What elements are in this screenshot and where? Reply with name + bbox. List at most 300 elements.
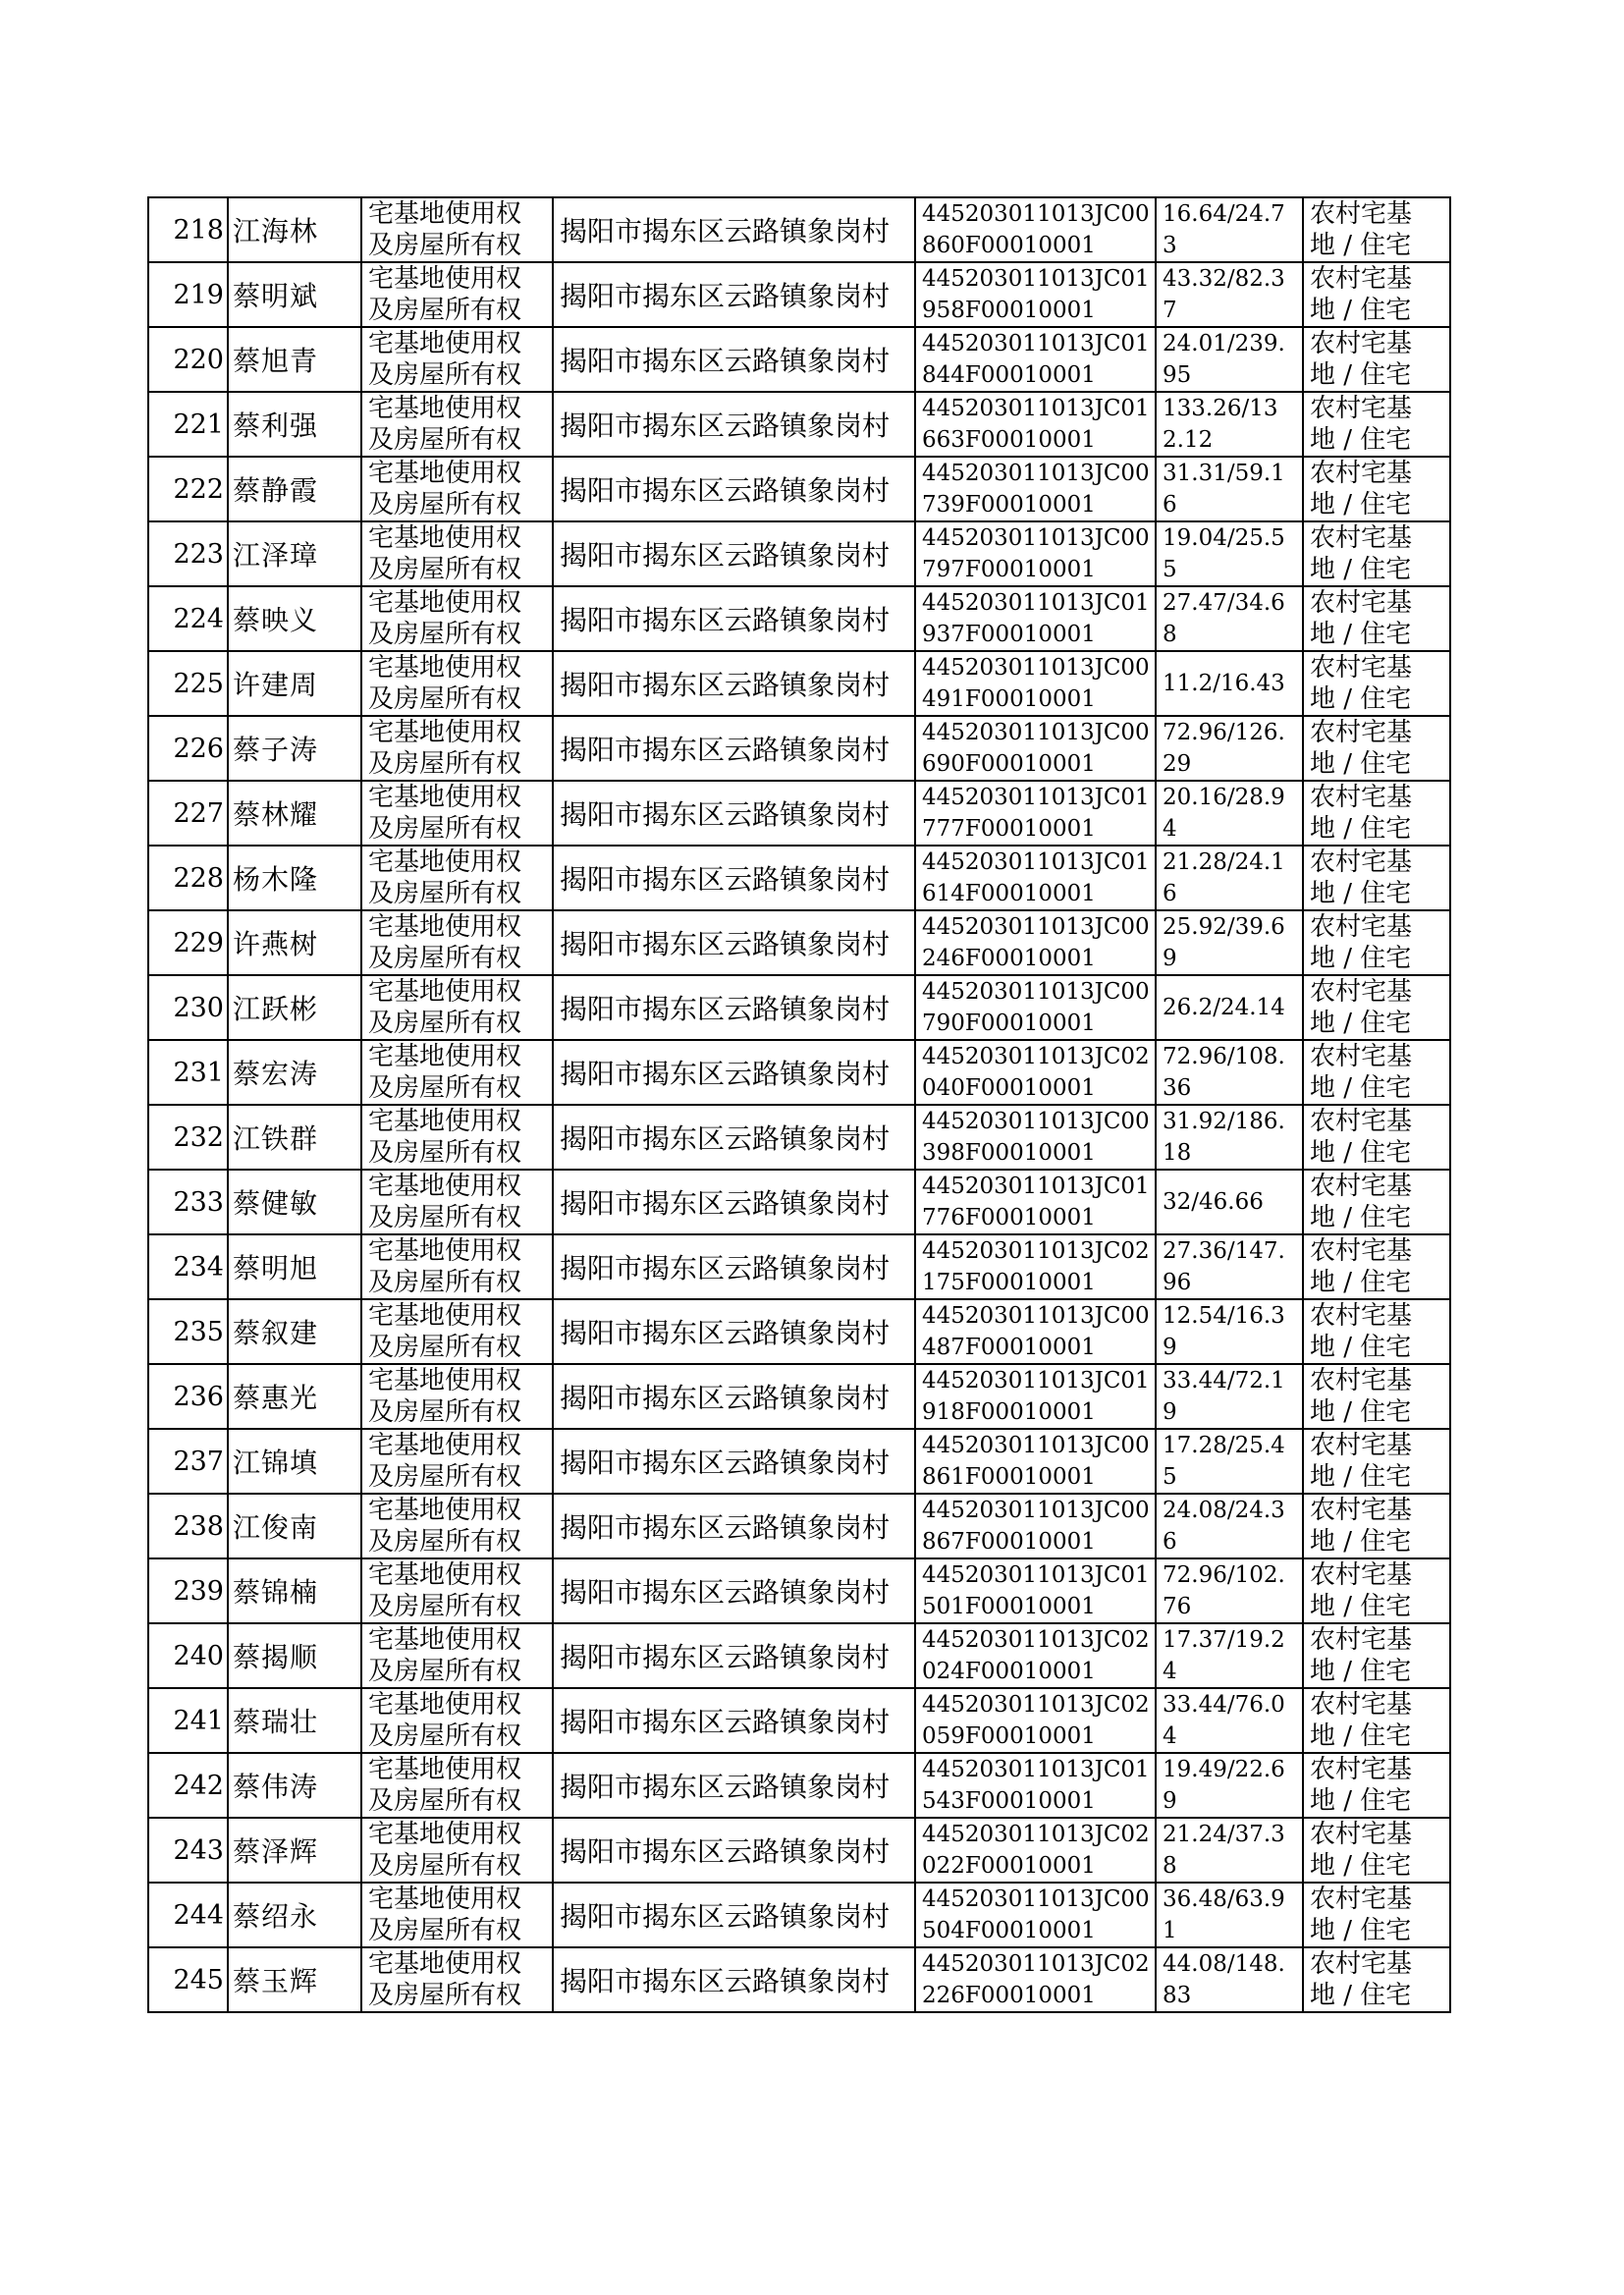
area-cell [1156, 262, 1303, 327]
unit-code-cell [915, 1040, 1156, 1105]
use-line-2: 地 / 住宅 [1310, 1527, 1412, 1557]
right-type-line-1: 宅基地使用权 [368, 1042, 522, 1071]
owner-name-cell: 蔡伟涛 [228, 1753, 361, 1818]
unit-code-cell [915, 1818, 1156, 1883]
row-number-cell: 239 [148, 1558, 228, 1623]
use-line-1: 农村宅基 [1310, 588, 1413, 618]
row-number-cell: 229 [148, 910, 228, 975]
owner-name-cell: 蔡林耀 [228, 781, 361, 846]
table-row [148, 716, 1450, 781]
use-line-1: 农村宅基 [1310, 1755, 1413, 1784]
use-cell [1303, 1818, 1450, 1883]
unit-code-line-1: 445203011013JC01 [922, 266, 1150, 292]
unit-code-line-2: 398F00010001 [922, 1140, 1096, 1166]
right-type-line-1: 宅基地使用权 [368, 718, 522, 747]
area-value: 24.08/24.36 [1163, 1498, 1285, 1555]
right-type-line-1: 宅基地使用权 [368, 783, 522, 812]
use-cell [1303, 392, 1450, 457]
owner-name-cell: 江泽璋 [228, 521, 361, 586]
unit-code-cell [915, 1753, 1156, 1818]
area-value: 19.04/25.55 [1163, 525, 1285, 582]
unit-code-line-1: 445203011013JC02 [922, 1951, 1150, 1977]
area-cell [1156, 651, 1303, 716]
location-cell: 揭阳市揭东区云路镇象岗村 [553, 1040, 915, 1105]
row-number-cell: 227 [148, 781, 228, 846]
use-cell [1303, 1040, 1450, 1105]
table-row [148, 197, 1450, 262]
location-cell: 揭阳市揭东区云路镇象岗村 [553, 781, 915, 846]
right-type-line-1: 宅基地使用权 [368, 523, 522, 553]
row-number-cell: 221 [148, 392, 228, 457]
use-line-2: 地 / 住宅 [1310, 1138, 1412, 1168]
owner-name-cell: 江铁群 [228, 1105, 361, 1170]
area-cell [1156, 1364, 1303, 1429]
area-value: 27.36/147.96 [1163, 1238, 1285, 1295]
area-cell [1156, 910, 1303, 975]
right-type-line-1: 宅基地使用权 [368, 1366, 522, 1395]
location-cell: 揭阳市揭东区云路镇象岗村 [553, 651, 915, 716]
unit-code-line-2: 776F00010001 [922, 1205, 1096, 1230]
right-type-line-1: 宅基地使用权 [368, 1755, 522, 1784]
unit-code-line-1: 445203011013JC02 [922, 1692, 1150, 1718]
table-row [148, 392, 1450, 457]
use-line-1: 农村宅基 [1310, 264, 1413, 294]
use-line-2: 地 / 住宅 [1310, 1916, 1412, 1945]
right-type-cell [361, 262, 553, 327]
use-cell [1303, 1429, 1450, 1494]
use-cell [1303, 846, 1450, 910]
area-value: 33.44/72.19 [1163, 1368, 1285, 1425]
unit-code-line-1: 445203011013JC00 [922, 1886, 1150, 1912]
unit-code-line-2: 614F00010001 [922, 881, 1096, 906]
owner-name-cell: 蔡旭青 [228, 327, 361, 392]
unit-code-cell [915, 392, 1156, 457]
use-line-2: 地 / 住宅 [1310, 360, 1412, 390]
area-value: 24.01/239.95 [1163, 331, 1285, 388]
right-type-cell [361, 1105, 553, 1170]
right-type-cell [361, 910, 553, 975]
owner-name-cell: 江锦填 [228, 1429, 361, 1494]
use-cell [1303, 1883, 1450, 1947]
location-cell: 揭阳市揭东区云路镇象岗村 [553, 1299, 915, 1364]
row-number-cell: 241 [148, 1688, 228, 1753]
use-line-1: 农村宅基 [1310, 1560, 1413, 1590]
right-type-line-1: 宅基地使用权 [368, 394, 522, 423]
table-row [148, 1105, 1450, 1170]
right-type-line-1: 宅基地使用权 [368, 1690, 522, 1720]
use-line-2: 地 / 住宅 [1310, 1657, 1412, 1686]
location-cell: 揭阳市揭东区云路镇象岗村 [553, 1364, 915, 1429]
unit-code-line-2: 937F00010001 [922, 622, 1096, 647]
unit-code-cell [915, 1883, 1156, 1947]
unit-code-cell [915, 1558, 1156, 1623]
use-line-1: 农村宅基 [1310, 1236, 1413, 1266]
right-type-line-2: 及房屋所有权 [368, 944, 522, 973]
unit-code-line-2: 487F00010001 [922, 1335, 1096, 1360]
row-number-cell: 233 [148, 1170, 228, 1234]
registry-table-body [148, 197, 1450, 2012]
location-cell: 揭阳市揭东区云路镇象岗村 [553, 846, 915, 910]
area-value: 25.92/39.69 [1163, 914, 1285, 971]
area-value: 72.96/102.76 [1163, 1562, 1285, 1619]
owner-name-cell: 蔡玉辉 [228, 1947, 361, 2012]
location-cell: 揭阳市揭东区云路镇象岗村 [553, 1883, 915, 1947]
area-value: 44.08/148.83 [1163, 1951, 1285, 2008]
use-line-2: 地 / 住宅 [1310, 1268, 1412, 1297]
area-cell [1156, 1299, 1303, 1364]
right-type-line-1: 宅基地使用权 [368, 653, 522, 683]
table-row [148, 1947, 1450, 2012]
unit-code-line-2: 022F00010001 [922, 1853, 1096, 1879]
use-cell [1303, 1623, 1450, 1688]
location-cell: 揭阳市揭东区云路镇象岗村 [553, 262, 915, 327]
table-row [148, 1753, 1450, 1818]
unit-code-line-1: 445203011013JC02 [922, 1044, 1150, 1069]
use-line-2: 地 / 住宅 [1310, 1462, 1412, 1492]
right-type-line-2: 及房屋所有权 [368, 360, 522, 390]
location-cell: 揭阳市揭东区云路镇象岗村 [553, 910, 915, 975]
owner-name-cell: 蔡明斌 [228, 262, 361, 327]
right-type-line-1: 宅基地使用权 [368, 847, 522, 877]
owner-name-cell: 蔡健敏 [228, 1170, 361, 1234]
table-row [148, 1688, 1450, 1753]
use-line-1: 农村宅基 [1310, 1625, 1413, 1655]
use-line-1: 农村宅基 [1310, 1107, 1413, 1136]
use-cell [1303, 1170, 1450, 1234]
unit-code-cell [915, 781, 1156, 846]
use-cell [1303, 457, 1450, 521]
area-cell [1156, 1170, 1303, 1234]
right-type-line-1: 宅基地使用权 [368, 329, 522, 358]
use-line-1: 农村宅基 [1310, 1042, 1413, 1071]
use-cell [1303, 586, 1450, 651]
use-cell [1303, 521, 1450, 586]
unit-code-line-2: 226F00010001 [922, 1983, 1096, 2008]
use-line-1: 农村宅基 [1310, 199, 1413, 229]
use-line-2: 地 / 住宅 [1310, 1786, 1412, 1816]
right-type-line-1: 宅基地使用权 [368, 1625, 522, 1655]
unit-code-cell [915, 1170, 1156, 1234]
use-line-2: 地 / 住宅 [1310, 296, 1412, 325]
unit-code-line-2: 504F00010001 [922, 1918, 1096, 1943]
area-cell [1156, 716, 1303, 781]
unit-code-line-1: 445203011013JC00 [922, 720, 1150, 745]
area-value: 21.28/24.16 [1163, 849, 1285, 906]
use-line-1: 农村宅基 [1310, 1431, 1413, 1460]
use-line-2: 地 / 住宅 [1310, 879, 1412, 908]
area-value: 17.37/19.24 [1163, 1627, 1285, 1684]
unit-code-line-1: 445203011013JC01 [922, 1562, 1150, 1588]
table-row [148, 1883, 1450, 1947]
area-value: 16.64/24.73 [1163, 201, 1285, 258]
row-number-cell: 236 [148, 1364, 228, 1429]
owner-name-cell: 蔡惠光 [228, 1364, 361, 1429]
row-number-cell: 232 [148, 1105, 228, 1170]
unit-code-line-1: 445203011013JC01 [922, 1757, 1150, 1782]
unit-code-cell [915, 1494, 1156, 1558]
right-type-line-2: 及房屋所有权 [368, 1527, 522, 1557]
area-value: 31.92/186.18 [1163, 1109, 1285, 1166]
table-row [148, 1040, 1450, 1105]
table-row [148, 910, 1450, 975]
right-type-cell [361, 586, 553, 651]
unit-code-line-2: 246F00010001 [922, 946, 1096, 971]
right-type-line-2: 及房屋所有权 [368, 1397, 522, 1427]
use-line-1: 农村宅基 [1310, 523, 1413, 553]
unit-code-cell [915, 586, 1156, 651]
area-value: 12.54/16.39 [1163, 1303, 1285, 1360]
right-type-line-2: 及房屋所有权 [368, 1073, 522, 1103]
unit-code-line-1: 445203011013JC00 [922, 525, 1150, 551]
location-cell: 揭阳市揭东区云路镇象岗村 [553, 1947, 915, 2012]
right-type-cell [361, 975, 553, 1040]
location-cell: 揭阳市揭东区云路镇象岗村 [553, 521, 915, 586]
table-row [148, 1494, 1450, 1558]
right-type-cell [361, 1170, 553, 1234]
unit-code-line-1: 445203011013JC02 [922, 1627, 1150, 1653]
location-cell: 揭阳市揭东区云路镇象岗村 [553, 1429, 915, 1494]
unit-code-line-1: 445203011013JC00 [922, 655, 1150, 681]
row-number-cell: 224 [148, 586, 228, 651]
area-cell [1156, 1688, 1303, 1753]
owner-name-cell: 蔡泽辉 [228, 1818, 361, 1883]
use-line-1: 农村宅基 [1310, 1949, 1413, 1979]
owner-name-cell: 蔡利强 [228, 392, 361, 457]
owner-name-cell: 江海林 [228, 197, 361, 262]
use-line-2: 地 / 住宅 [1310, 555, 1412, 584]
right-type-cell [361, 1494, 553, 1558]
use-line-1: 农村宅基 [1310, 977, 1413, 1007]
area-value: 17.28/25.45 [1163, 1433, 1285, 1490]
use-line-2: 地 / 住宅 [1310, 1073, 1412, 1103]
table-row [148, 651, 1450, 716]
right-type-line-1: 宅基地使用权 [368, 1885, 522, 1914]
right-type-line-1: 宅基地使用权 [368, 264, 522, 294]
unit-code-cell [915, 197, 1156, 262]
right-type-line-2: 及房屋所有权 [368, 1268, 522, 1297]
use-line-2: 地 / 住宅 [1310, 1721, 1412, 1751]
unit-code-line-1: 445203011013JC00 [922, 461, 1150, 486]
unit-code-line-2: 690F00010001 [922, 751, 1096, 777]
row-number-cell: 244 [148, 1883, 228, 1947]
row-number-cell: 238 [148, 1494, 228, 1558]
use-line-2: 地 / 住宅 [1310, 425, 1412, 455]
owner-name-cell: 许建周 [228, 651, 361, 716]
location-cell: 揭阳市揭东区云路镇象岗村 [553, 716, 915, 781]
unit-code-cell [915, 262, 1156, 327]
area-value: 11.2/16.43 [1163, 671, 1285, 696]
right-type-line-2: 及房屋所有权 [368, 620, 522, 649]
table-row [148, 262, 1450, 327]
unit-code-cell [915, 975, 1156, 1040]
area-value: 72.96/108.36 [1163, 1044, 1285, 1101]
right-type-line-2: 及房屋所有权 [368, 231, 522, 260]
area-cell [1156, 1234, 1303, 1299]
unit-code-line-1: 445203011013JC00 [922, 1433, 1150, 1458]
area-cell [1156, 1818, 1303, 1883]
unit-code-cell [915, 716, 1156, 781]
use-cell [1303, 327, 1450, 392]
location-cell: 揭阳市揭东区云路镇象岗村 [553, 1753, 915, 1818]
area-value: 72.96/126.29 [1163, 720, 1285, 777]
unit-code-line-2: 040F00010001 [922, 1075, 1096, 1101]
area-cell [1156, 781, 1303, 846]
right-type-cell [361, 716, 553, 781]
right-type-line-1: 宅基地使用权 [368, 1949, 522, 1979]
table-row [148, 1558, 1450, 1623]
location-cell: 揭阳市揭东区云路镇象岗村 [553, 975, 915, 1040]
owner-name-cell: 蔡明旭 [228, 1234, 361, 1299]
location-cell: 揭阳市揭东区云路镇象岗村 [553, 1494, 915, 1558]
use-cell [1303, 781, 1450, 846]
right-type-cell [361, 1299, 553, 1364]
use-line-2: 地 / 住宅 [1310, 620, 1412, 649]
right-type-cell [361, 846, 553, 910]
right-type-cell [361, 521, 553, 586]
right-type-line-1: 宅基地使用权 [368, 912, 522, 942]
right-type-line-1: 宅基地使用权 [368, 977, 522, 1007]
location-cell: 揭阳市揭东区云路镇象岗村 [553, 586, 915, 651]
area-value: 32/46.66 [1163, 1189, 1264, 1215]
unit-code-line-1: 445203011013JC01 [922, 1368, 1150, 1393]
use-line-2: 地 / 住宅 [1310, 1397, 1412, 1427]
location-cell: 揭阳市揭东区云路镇象岗村 [553, 1234, 915, 1299]
unit-code-line-1: 445203011013JC01 [922, 849, 1150, 875]
right-type-line-1: 宅基地使用权 [368, 1820, 522, 1849]
area-cell [1156, 1105, 1303, 1170]
unit-code-line-1: 445203011013JC00 [922, 1498, 1150, 1523]
location-cell: 揭阳市揭东区云路镇象岗村 [553, 197, 915, 262]
area-cell [1156, 1883, 1303, 1947]
right-type-line-2: 及房屋所有权 [368, 555, 522, 584]
right-type-line-1: 宅基地使用权 [368, 199, 522, 229]
right-type-cell [361, 392, 553, 457]
unit-code-line-2: 844F00010001 [922, 362, 1096, 388]
use-line-2: 地 / 住宅 [1310, 1203, 1412, 1232]
right-type-line-2: 及房屋所有权 [368, 814, 522, 844]
table-row [148, 1429, 1450, 1494]
location-cell: 揭阳市揭东区云路镇象岗村 [553, 1170, 915, 1234]
row-number-cell: 220 [148, 327, 228, 392]
use-line-2: 地 / 住宅 [1310, 1851, 1412, 1881]
location-cell: 揭阳市揭东区云路镇象岗村 [553, 1558, 915, 1623]
row-number-cell: 230 [148, 975, 228, 1040]
right-type-line-2: 及房屋所有权 [368, 684, 522, 714]
unit-code-line-1: 445203011013JC00 [922, 914, 1150, 940]
unit-code-cell [915, 1234, 1156, 1299]
location-cell: 揭阳市揭东区云路镇象岗村 [553, 1818, 915, 1883]
use-line-1: 农村宅基 [1310, 653, 1413, 683]
area-cell [1156, 1040, 1303, 1105]
use-cell [1303, 716, 1450, 781]
use-cell [1303, 1688, 1450, 1753]
area-cell [1156, 1753, 1303, 1818]
table-row [148, 1623, 1450, 1688]
right-type-line-2: 及房屋所有权 [368, 490, 522, 519]
owner-name-cell: 蔡绍永 [228, 1883, 361, 1947]
use-line-1: 农村宅基 [1310, 1172, 1413, 1201]
right-type-cell [361, 1883, 553, 1947]
use-cell [1303, 1753, 1450, 1818]
owner-name-cell: 蔡瑞壮 [228, 1688, 361, 1753]
unit-code-line-1: 445203011013JC01 [922, 331, 1150, 356]
right-type-line-1: 宅基地使用权 [368, 588, 522, 618]
use-cell [1303, 1364, 1450, 1429]
area-value: 36.48/63.91 [1163, 1886, 1285, 1943]
area-cell [1156, 1623, 1303, 1688]
right-type-cell [361, 1429, 553, 1494]
unit-code-line-2: 918F00010001 [922, 1399, 1096, 1425]
unit-code-line-2: 861F00010001 [922, 1464, 1096, 1490]
unit-code-cell [915, 651, 1156, 716]
unit-code-line-2: 663F00010001 [922, 427, 1096, 453]
right-type-line-2: 及房屋所有权 [368, 1721, 522, 1751]
table-row [148, 975, 1450, 1040]
right-type-cell [361, 1040, 553, 1105]
area-cell [1156, 521, 1303, 586]
row-number-cell: 228 [148, 846, 228, 910]
right-type-line-2: 及房屋所有权 [368, 1981, 522, 2010]
unit-code-cell [915, 1688, 1156, 1753]
unit-code-line-2: 501F00010001 [922, 1594, 1096, 1619]
row-number-cell: 245 [148, 1947, 228, 2012]
row-number-cell: 243 [148, 1818, 228, 1883]
row-number-cell: 234 [148, 1234, 228, 1299]
unit-code-line-2: 867F00010001 [922, 1529, 1096, 1555]
right-type-line-1: 宅基地使用权 [368, 1236, 522, 1266]
use-line-1: 农村宅基 [1310, 1820, 1413, 1849]
use-cell [1303, 262, 1450, 327]
unit-code-line-2: 024F00010001 [922, 1659, 1096, 1684]
row-number-cell: 240 [148, 1623, 228, 1688]
right-type-line-2: 及房屋所有权 [368, 1786, 522, 1816]
table-row [148, 1234, 1450, 1299]
area-value: 21.24/37.38 [1163, 1822, 1285, 1879]
owner-name-cell: 杨木隆 [228, 846, 361, 910]
right-type-line-1: 宅基地使用权 [368, 1431, 522, 1460]
unit-code-line-2: 543F00010001 [922, 1788, 1096, 1814]
right-type-cell [361, 1947, 553, 2012]
use-line-2: 地 / 住宅 [1310, 231, 1412, 260]
right-type-cell [361, 1364, 553, 1429]
owner-name-cell: 蔡锦楠 [228, 1558, 361, 1623]
right-type-cell [361, 1688, 553, 1753]
unit-code-line-2: 175F00010001 [922, 1270, 1096, 1295]
right-type-cell [361, 1623, 553, 1688]
unit-code-line-2: 797F00010001 [922, 557, 1096, 582]
right-type-line-1: 宅基地使用权 [368, 1496, 522, 1525]
row-number-cell: 237 [148, 1429, 228, 1494]
area-cell [1156, 846, 1303, 910]
location-cell: 揭阳市揭东区云路镇象岗村 [553, 392, 915, 457]
area-cell [1156, 1494, 1303, 1558]
area-cell [1156, 1558, 1303, 1623]
unit-code-line-1: 445203011013JC00 [922, 1109, 1150, 1134]
right-type-line-2: 及房屋所有权 [368, 749, 522, 779]
right-type-cell [361, 1818, 553, 1883]
use-line-1: 农村宅基 [1310, 783, 1413, 812]
use-cell [1303, 197, 1450, 262]
unit-code-line-2: 059F00010001 [922, 1723, 1096, 1749]
table-row [148, 1170, 1450, 1234]
area-cell [1156, 392, 1303, 457]
unit-code-line-1: 445203011013JC02 [922, 1238, 1150, 1264]
area-cell [1156, 975, 1303, 1040]
right-type-cell [361, 1558, 553, 1623]
owner-name-cell: 蔡叙建 [228, 1299, 361, 1364]
right-type-cell [361, 457, 553, 521]
right-type-cell [361, 1234, 553, 1299]
